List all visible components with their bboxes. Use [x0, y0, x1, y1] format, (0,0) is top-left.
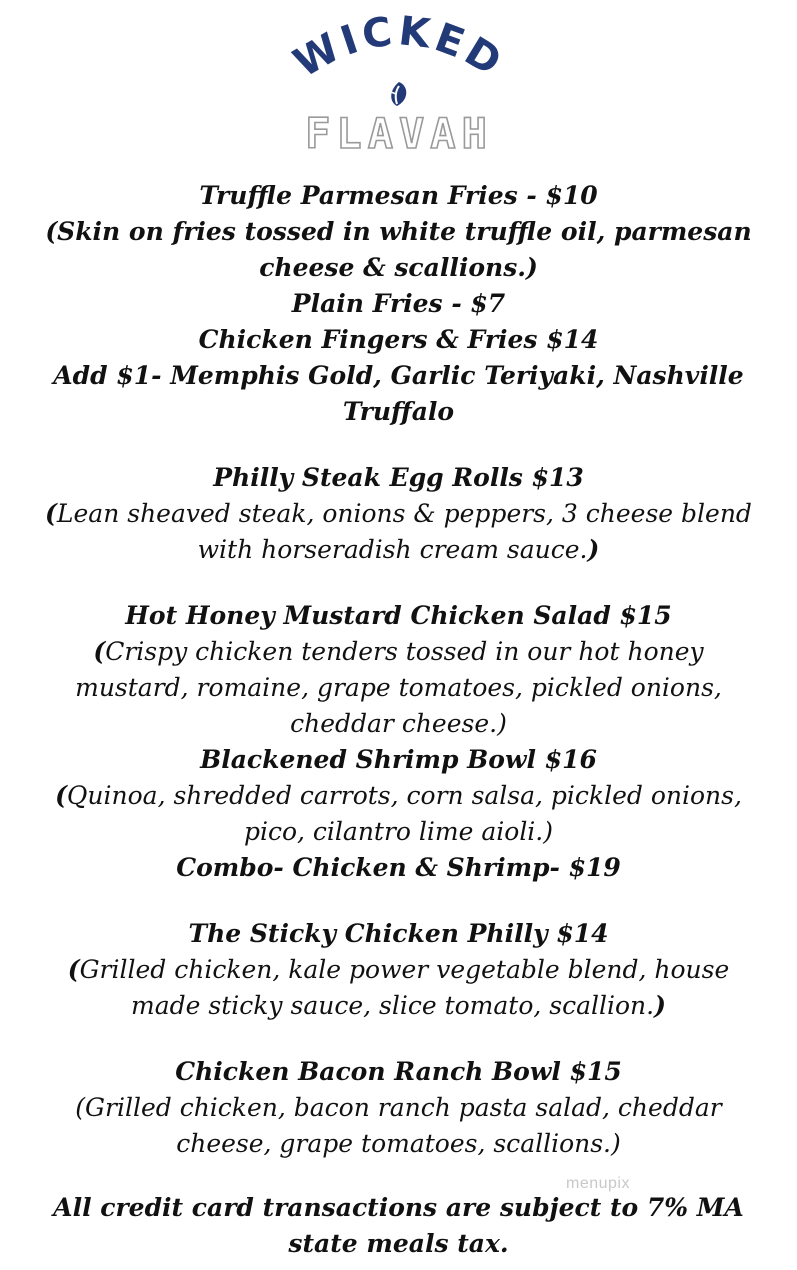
- philly-egg-rolls-desc-1: [0, 496, 797, 532]
- desc-text: Crispy chicken tenders tossed in our hot honey: [105, 637, 704, 666]
- hot-honey-salad-desc-1: [0, 634, 797, 670]
- chicken-bacon-ranch-desc-1: (Grilled chicken, bacon ranch pasta salad, cheddar: [75, 1093, 722, 1122]
- add-on-line-1: Add $1- Memphis Gold, Garlic Teriyaki, Nashville: [53, 361, 744, 390]
- desc-text: with horseradish cream sauce.: [197, 535, 588, 564]
- logo-bottom-word: FLAVAH: [304, 109, 493, 158]
- chicken-bacon-ranch-desc-2: cheese, grape tomatoes, scallions.): [176, 1129, 621, 1158]
- shrimp-bowl-desc-2: pico, cilantro lime aioli.): [243, 817, 554, 846]
- chicken-bacon-ranch-title: Chicken Bacon Ranch Bowl $15: [175, 1057, 622, 1086]
- truffle-fries-desc-1: (Skin on fries tossed in white truffle oil, parmesan: [45, 217, 752, 246]
- hot-honey-salad-title: Hot Honey Mustard Chicken Salad $15: [125, 601, 672, 630]
- leaf-icon: [391, 82, 406, 106]
- sticky-chicken-desc-1: [0, 952, 797, 988]
- wicked-flavah-logo: [0, 10, 797, 160]
- desc-text: Quinoa, shredded carrots, corn salsa, pickled onions,: [66, 781, 742, 810]
- desc-text: Grilled chicken, kale power vegetable blend, house: [79, 955, 730, 984]
- sticky-chicken-title: The Sticky Chicken Philly $14: [188, 919, 609, 948]
- sticky-chicken-desc-2: [0, 988, 797, 1024]
- spacer: [0, 1162, 797, 1190]
- spacer: [0, 430, 797, 460]
- hot-honey-salad-desc-3: cheddar cheese.): [290, 709, 507, 738]
- shrimp-bowl-title: Blackened Shrimp Bowl $16: [200, 745, 597, 774]
- truffle-fries-desc-2: cheese & scallions.): [259, 253, 538, 282]
- chicken-fingers: Chicken Fingers & Fries $14: [198, 325, 599, 354]
- paren: ): [587, 535, 600, 564]
- logo-graphic: [269, 10, 529, 160]
- add-on-line-2: Truffalo: [342, 397, 455, 426]
- tax-notice-1: All credit card transactions are subject to 7% MA: [53, 1193, 744, 1222]
- plain-fries: Plain Fries - $7: [291, 289, 506, 318]
- spacer: [0, 568, 797, 598]
- paren: (: [55, 781, 67, 810]
- shrimp-bowl-desc-1: [0, 778, 797, 814]
- menupix-watermark: menupix: [566, 1175, 630, 1192]
- logo-top-word: WICKED: [285, 10, 512, 88]
- philly-egg-rolls-title: Philly Steak Egg Rolls $13: [213, 463, 584, 492]
- menu-list: [0, 178, 797, 1262]
- combo-line: Combo- Chicken & Shrimp- $19: [176, 853, 621, 882]
- paren: (: [67, 955, 80, 984]
- desc-text: made sticky sauce, slice tomato, scallion.: [131, 991, 655, 1020]
- tax-notice-2: state meals tax.: [288, 1229, 509, 1258]
- paren: (: [45, 499, 57, 528]
- paren: (: [93, 637, 106, 666]
- hot-honey-salad-desc-2: mustard, romaine, grape tomatoes, pickled onions,: [75, 673, 722, 702]
- philly-egg-rolls-desc-2: [0, 532, 797, 568]
- truffle-fries-title: Truffle Parmesan Fries - $10: [199, 181, 598, 210]
- desc-text: Lean sheaved steak, onions & peppers, 3 cheese blend: [56, 499, 752, 528]
- spacer: [0, 886, 797, 916]
- spacer: [0, 1024, 797, 1054]
- paren: ): [654, 991, 666, 1020]
